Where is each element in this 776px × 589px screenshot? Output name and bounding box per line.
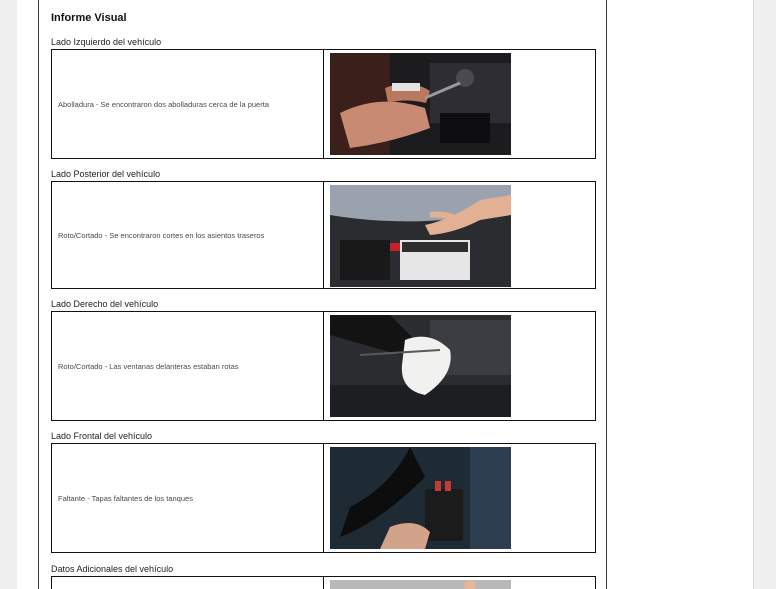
- connector-plug-photo[interactable]: [330, 447, 511, 549]
- battery-check-photo[interactable]: [330, 185, 511, 287]
- report-title: Informe Visual: [51, 12, 127, 24]
- section-label: Lado Izquierdo del vehículo: [51, 37, 162, 47]
- finding-card: [51, 443, 596, 553]
- finding-card: [51, 49, 596, 159]
- report-section: [51, 298, 596, 421]
- finding-text: Roto/Cortado - Las ventanas delanteras estaban rotas: [52, 312, 324, 420]
- report-section: [51, 168, 596, 289]
- report-section: [51, 430, 596, 553]
- engine-photo[interactable]: [330, 580, 511, 589]
- finding-text: Faltante - Tapas faltantes de los tanques: [52, 444, 324, 552]
- finding-card: [51, 311, 596, 421]
- page-edge-divider: [753, 0, 754, 589]
- finding-card: [51, 576, 596, 589]
- section-label: Datos Adicionales del vehículo: [51, 564, 174, 574]
- finding-text: Abolladura - Se encontraron dos abolladuras cerca de la puerta: [52, 50, 324, 158]
- section-label: Lado Frontal del vehículo: [51, 431, 153, 441]
- visual-report: [38, 0, 607, 589]
- car-engine-hands-photo[interactable]: [330, 53, 511, 155]
- section-label: Lado Derecho del vehículo: [51, 299, 159, 309]
- finding-card: [51, 181, 596, 289]
- report-section: [51, 563, 596, 589]
- oil-dipstick-photo[interactable]: [330, 315, 511, 417]
- finding-text: [52, 577, 324, 589]
- finding-text: Roto/Cortado - Se encontraron cortes en los asientos traseros: [52, 182, 324, 288]
- report-section: [51, 36, 596, 159]
- section-label: Lado Posterior del vehículo: [51, 169, 161, 179]
